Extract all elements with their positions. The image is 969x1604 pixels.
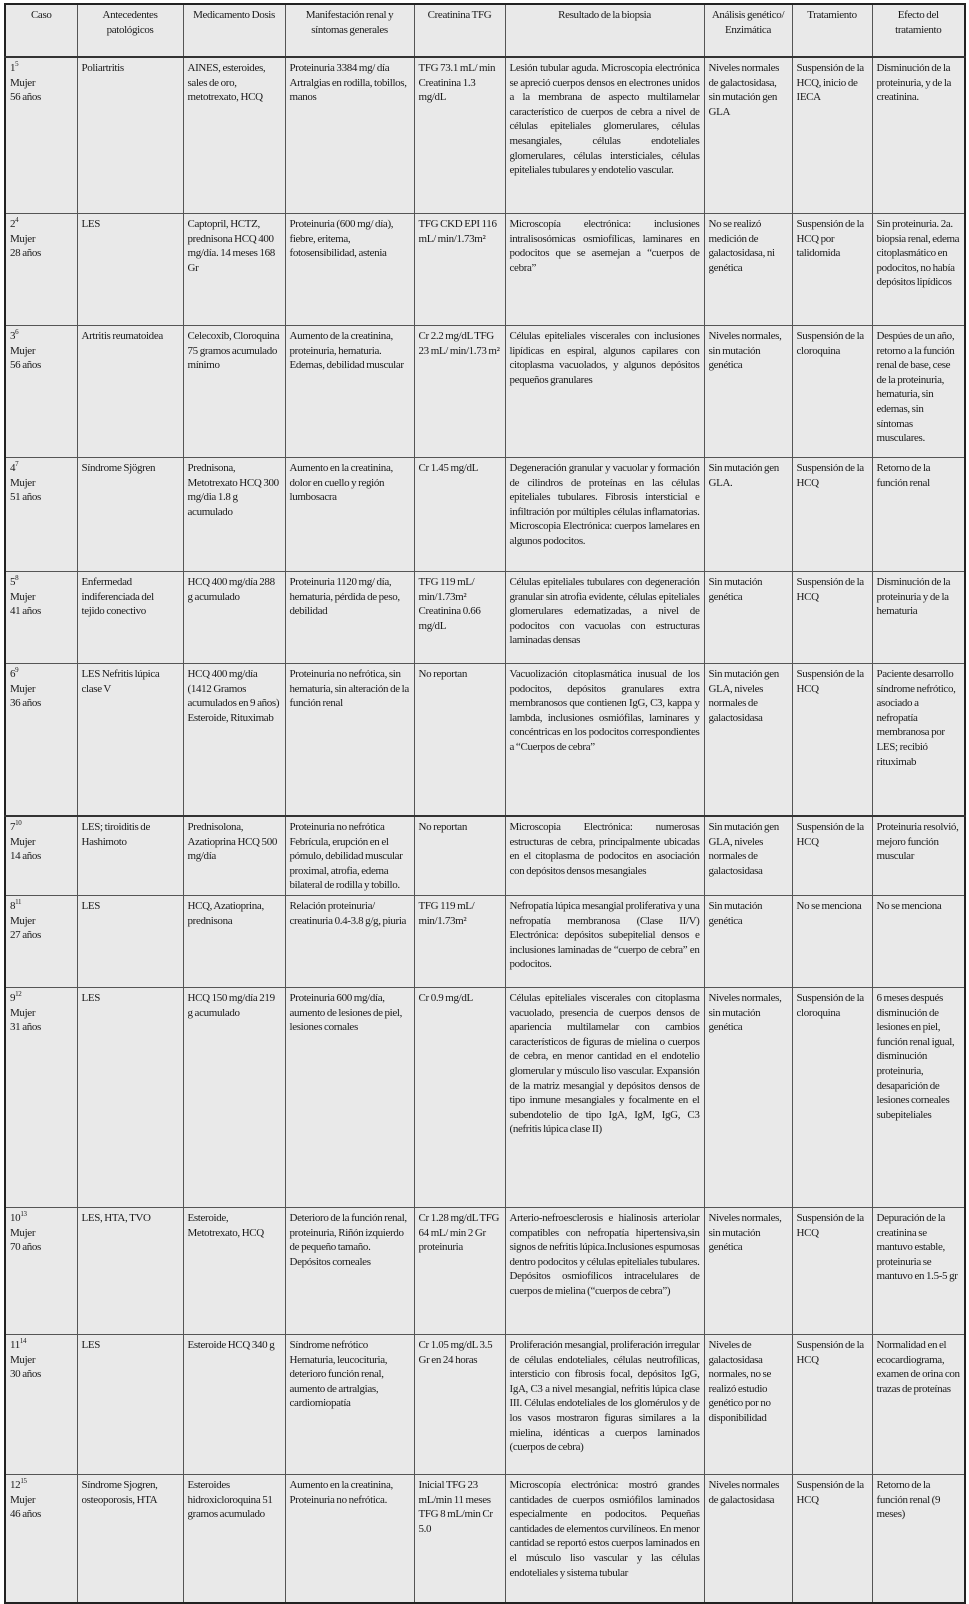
case-rows — [5, 57, 965, 1603]
cell-biopsia: Nefropatía lúpica mesangial proliferativa y una nefropatía membranosa (Clase II/V) Electrónica: depósitos subepitelial densos e inclusiones laminadas de “cuerpo de cebra” en podocitos. — [505, 895, 704, 987]
cell-medicamento: Esteroide HCQ 340 g — [183, 1334, 285, 1474]
header-caso: Caso — [5, 4, 77, 57]
cell-antecedentes: Síndrome Sjögren — [77, 458, 183, 572]
case-reference: 15 — [20, 1476, 27, 1485]
case-number: 10 — [10, 1211, 21, 1224]
case-age: 28 años — [10, 247, 41, 260]
cell-creatinina: TFG 119 mL/ min/1.73m² — [414, 895, 505, 987]
table-row — [5, 664, 965, 817]
header-medicamento: Medicamento Dosis — [183, 4, 285, 57]
case-sex: Mujer — [10, 1493, 36, 1506]
case-age: 27 años — [10, 929, 41, 942]
case-age: 36 años — [10, 697, 41, 710]
cell-medicamento: Esteroides hidroxicloroquina 51 gramos acumulado — [183, 1474, 285, 1603]
table-row — [5, 458, 965, 572]
case-reference: 11 — [15, 897, 22, 906]
cell-efecto: Depuración de la creatinina se mantuvo estable, proteinuria se mantuvo en 1.5-5 gr — [872, 1207, 965, 1334]
cell-efecto: Despúes de un año, retorno a la función renal de base, cese de la proteinuria, hematuria, sin edemas, sin síntomas musculares. — [872, 326, 965, 458]
cell-tratamiento: Suspensión de la HCQ — [792, 1334, 872, 1474]
case-sex: Mujer — [10, 682, 36, 695]
cell-manifestacion: Proteinuria no nefrótica, sin hematuria, sin alteración de la función renal — [285, 664, 414, 817]
cell-biopsia: Células epiteliales viscerales con inclusiones lipídicas en espiral, algunos capilares con citoplasma vacuolados, y algunos depósitos pequeños granulares — [505, 326, 704, 458]
cell-creatinina: Cr 0.9 mg/dL — [414, 987, 505, 1207]
case-reference: 8 — [15, 574, 19, 582]
cell-medicamento: Prednisona, Metotrexato HCQ 300 mg/dia 1.8 g acumulado — [183, 458, 285, 572]
cell-tratamiento: Suspensión de la HCQ por talidomida — [792, 214, 872, 326]
cell-creatinina: TFG 73.1 mL/ min Creatinina 1.3 mg/dL — [414, 57, 505, 214]
case-number: 6 — [10, 668, 16, 680]
cell-creatinina: TFG CKD EPI 116 mL/ min/1.73m² — [414, 214, 505, 326]
cell-antecedentes: Artritis reumatoidea — [77, 326, 183, 458]
cell-biopsia: Vacuolización citoplasmática inusual de los podocitos, depósitos granulares extra membranosos que contienen IgG, C3, kappa y lambda, inclusiones osmiófilas, laminares y concéntricas en los podocitos correspondientes a “Cuerpos de cebra” — [505, 664, 704, 817]
cell-biopsia: Células epiteliales tubulares con degeneración granular sin atrofia evidente, células epiteliales glomerulares edematizadas, a nivel de podocitos con vacuolas con estructuras laminadas densas — [505, 572, 704, 664]
cell-caso — [5, 1474, 77, 1603]
case-sex: Mujer — [10, 914, 36, 927]
header-antecedentes: Antecedentes patológicos — [77, 4, 183, 57]
case-age: 56 años — [10, 91, 41, 104]
cell-biopsia: Arterio-nefroesclerosis e hialinosis arteriolar compatibles con nefropatía hipertensiva,sin signos de nefritis lúpica.Inclusiones espumosas dentro podocitos y células epiteliales tubulares. Depósitos osmiofílicos intracelulares de cuerpos de mielina (“cuerpos de cebra”) — [505, 1207, 704, 1334]
cell-tratamiento: Suspensión de la HCQ — [792, 816, 872, 895]
case-reference: 5 — [15, 60, 19, 68]
cell-manifestacion: Aumento en la creatinina, Proteinuria no nefrótica. — [285, 1474, 414, 1603]
header-biopsia: Resultado de la biopsia — [505, 4, 704, 57]
table-row — [5, 214, 965, 326]
cell-tratamiento: Suspensión de la HCQ, inicio de IECA — [792, 57, 872, 214]
cell-efecto: Sin proteinuria. 2a. biopsia renal, edema citoplasmático en podocitos, no había depósitos lipídicos — [872, 214, 965, 326]
table-row — [5, 987, 965, 1207]
cell-caso — [5, 57, 77, 214]
case-number: 5 — [10, 576, 16, 588]
table-row — [5, 895, 965, 987]
cell-genetico: Niveles de galactosidasa normales, no se realizó estudio genético por no disponibilidad — [704, 1334, 792, 1474]
header-tratamiento: Tratamiento — [792, 4, 872, 57]
cell-biopsia: Microscopía electrónica: mostró grandes cantidades de cuerpos osmiófilos laminados especialmente en podocitos. Pequeñas cantidades de elementos curvilíneos. En menor cantidad se reportó estos cuerpos laminados en el músculo liso vascular y las células endoteliales y sistema tubular — [505, 1474, 704, 1603]
case-sex: Mujer — [10, 1353, 36, 1366]
cell-manifestacion: Aumento de la creatinina, proteinuria, hematuria. Edemas, debilidad muscular — [285, 326, 414, 458]
case-age: 30 años — [10, 1368, 41, 1381]
header-genetico: Análisis genético/ Enzimática — [704, 4, 792, 57]
case-reference: 12 — [15, 989, 22, 998]
cell-creatinina: Cr 1.28 mg/dL TFG 64 mL/ min 2 Gr proteinuria — [414, 1207, 505, 1334]
cell-manifestacion: Proteinuria (600 mg/ día), fiebre, eritema, fotosensibilidad, astenia — [285, 214, 414, 326]
cell-genetico: Niveles normales, sin mutación genética — [704, 987, 792, 1207]
case-age: 41 años — [10, 605, 41, 618]
cell-biopsia: Lesión tubular aguda. Microscopia electrónica se apreció cuerpos densos en electrones unidos a la membrana de aspecto multilamelar característico de cuerpos de cebra a nivel de células epiteliales glomerulares, células mesangiales, células endoteliales glomerulares, células intersticiales, células epiteliales tubulares y endotelio vascular. — [505, 57, 704, 214]
cell-genetico: Niveles normales, sin mutación genética — [704, 326, 792, 458]
cell-genetico: Sin mutación gen GLA. — [704, 458, 792, 572]
cell-medicamento: Celecoxib, Cloroquina 75 gramos acumulado mínimo — [183, 326, 285, 458]
cell-medicamento: HCQ 400 mg/día (1412 Gramos acumulados en 9 años) Esteroide, Rituximab — [183, 664, 285, 817]
case-number: 2 — [10, 218, 16, 230]
cell-manifestacion: Relación proteinuria/ creatinuria 0.4-3.8 g/g, piuria — [285, 895, 414, 987]
cell-biopsia: Microscopía electrónica: inclusiones intralisosómicas osmiofílicas, laminares en podocitos que se asemejan a “cuerpos de cebra” — [505, 214, 704, 326]
case-number: 4 — [10, 462, 16, 474]
cell-tratamiento: Suspensión de la HCQ — [792, 664, 872, 817]
cell-antecedentes: LES; tiroiditis de Hashimoto — [77, 816, 183, 895]
cell-biopsia: Células epiteliales viscerales con citoplasma vacuolado, presencia de cuerpos densos de apariencia multilamelar con cambios característicos de figuras de mielina o cuerpos de cebra, en menor cantidad en el endotelio glomerular y músculo liso vascular. Expansión de la matriz mesangial y depósitos densos de tipo inmune mesangiales y focalmente en el subendotelio de tipo IgA, IgM, IgG, C3 (nefritis lúpica clase II) — [505, 987, 704, 1207]
cell-medicamento: Captopril, HCTZ, prednisona HCQ 400 mg/día. 14 meses 168 Gr — [183, 214, 285, 326]
cell-biopsia: Degeneración granular y vacuolar y formación de cilindros de proteínas en las células epiteliales tubulares. Fibrosis intersticial e infiltración por múltiples células inflamatorias. Microscopia Electrónica: cuerpos lamelares en algunos podocitos. — [505, 458, 704, 572]
cell-creatinina: Inicial TFG 23 mL/min 11 meses TFG 8 mL/min Cr 5.0 — [414, 1474, 505, 1603]
cell-tratamiento: Suspensión de la cloroquina — [792, 987, 872, 1207]
cell-manifestacion: Deterioro de la función renal, proteinuria, Riñón izquierdo de pequeño tamaño. Depósitos corneales — [285, 1207, 414, 1334]
case-age: 46 años — [10, 1508, 41, 1521]
cell-caso — [5, 572, 77, 664]
case-sex: Mujer — [10, 476, 36, 489]
cell-efecto: Retorno de la función renal (9 meses) — [872, 1474, 965, 1603]
case-age: 14 años — [10, 850, 41, 863]
cell-creatinina: Cr 1.05 mg/dL 3.5 Gr en 24 horas — [414, 1334, 505, 1474]
cell-caso — [5, 326, 77, 458]
cell-caso — [5, 816, 77, 895]
cell-manifestacion: Proteinuria 600 mg/día, aumento de lesiones de piel, lesiones cornales — [285, 987, 414, 1207]
cell-creatinina: No reportan — [414, 816, 505, 895]
header-manifestacion: Manifestación renal y síntomas generales — [285, 4, 414, 57]
cell-antecedentes: LES — [77, 895, 183, 987]
cell-tratamiento: Suspensión de la cloroquina — [792, 326, 872, 458]
header-row — [5, 4, 965, 57]
document-page — [4, 3, 964, 1604]
cell-antecedentes: Síndrome Sjogren, osteoporosis, HTA — [77, 1474, 183, 1603]
table-row — [5, 1474, 965, 1603]
case-reference: 14 — [19, 1336, 27, 1345]
case-age: 31 años — [10, 1021, 41, 1034]
cell-medicamento: AINES, esteroides, sales de oro, metotrexato, HCQ — [183, 57, 285, 214]
table-row — [5, 57, 965, 214]
cell-tratamiento: No se menciona — [792, 895, 872, 987]
case-age: 70 años — [10, 1241, 41, 1254]
cell-manifestacion: Proteinuria 1120 mg/ día, hematuria, pérdida de peso, debilidad — [285, 572, 414, 664]
cell-antecedentes: LES — [77, 987, 183, 1207]
cell-efecto: Retorno de la función renal — [872, 458, 965, 572]
cell-efecto: Disminución de la proteinuria, y de la creatinina. — [872, 57, 965, 214]
case-reference: 7 — [15, 460, 19, 468]
cell-genetico: Sin mutación genética — [704, 572, 792, 664]
cell-genetico: Niveles normales, sin mutación genética — [704, 1207, 792, 1334]
cell-efecto: 6 meses después disminución de lesiones en piel, función renal igual, disminución proteinuria, desaparición de lesiones corneales subepiteliales — [872, 987, 965, 1207]
cell-efecto: No se menciona — [872, 895, 965, 987]
cell-manifestacion: Proteinuria 3384 mg/ día Artralgias en rodilla, tobillos, manos — [285, 57, 414, 214]
case-sex: Mujer — [10, 232, 36, 245]
cell-medicamento: Esteroide, Metotrexato, HCQ — [183, 1207, 285, 1334]
cell-creatinina: TFG 119 mL/ min/1.73m² Creatinina 0.66 mg/dL — [414, 572, 505, 664]
case-number: 8 — [10, 899, 16, 912]
case-number: 12 — [10, 1478, 21, 1491]
cell-biopsia: Proliferación mesangial, proliferación irregular de células endoteliales, células neutrofílicas, intersticio con fibrosis focal, depósitos IgG, IgA, C3 a nivel mesangial, nefritis lúpica clase III. Células endoteliales de los glomérulos y de los vasos mostraron figuras similares a la mielina, idénticas a cuerpos laminados (cuerpos de cebra) — [505, 1334, 704, 1474]
cell-caso — [5, 895, 77, 987]
cell-genetico: Niveles normales de galactosidasa — [704, 1474, 792, 1603]
cell-creatinina: No reportan — [414, 664, 505, 817]
cell-medicamento: HCQ, Azatioprina, prednisona — [183, 895, 285, 987]
cell-antecedentes: LES — [77, 1334, 183, 1474]
cell-antecedentes: LES Nefritis lúpica clase V — [77, 664, 183, 817]
cell-manifestacion: Síndrome nefrótico Hematuria, leucocituria, deterioro función renal, aumento de artralgias, cardiomiopatía — [285, 1334, 414, 1474]
cell-creatinina: Cr 1.45 mg/dL — [414, 458, 505, 572]
case-sex: Mujer — [10, 590, 36, 603]
case-number: 3 — [10, 330, 16, 342]
case-sex: Mujer — [10, 76, 36, 89]
cell-caso — [5, 1334, 77, 1474]
cell-genetico: Sin mutación gen GLA, niveles normales de galactosidasa — [704, 664, 792, 817]
cell-genetico: Sin mutación genética — [704, 895, 792, 987]
cell-tratamiento: Suspensión de la HCQ — [792, 458, 872, 572]
cell-medicamento: HCQ 150 mg/día 219 g acumulado — [183, 987, 285, 1207]
cell-manifestacion: Aumento en la creatinina, dolor en cuello y región lumbosacra — [285, 458, 414, 572]
cell-antecedentes: Poliartritis — [77, 57, 183, 214]
case-age: 56 años — [10, 359, 41, 372]
cell-tratamiento: Suspensión de la HCQ — [792, 1207, 872, 1334]
table-row — [5, 816, 965, 895]
case-number: 7 — [10, 821, 16, 833]
cell-caso — [5, 458, 77, 572]
cell-medicamento: Prednisolona, Azatioprina HCQ 500 mg/día — [183, 816, 285, 895]
cell-genetico: No se realizó medición de galactosidasa, ni genética — [704, 214, 792, 326]
cell-caso — [5, 1207, 77, 1334]
table-row — [5, 572, 965, 664]
case-number: 9 — [10, 991, 16, 1004]
case-reference: 10 — [15, 819, 22, 827]
cell-efecto: Normalidad en el ecocardiograma, examen de orina con trazas de proteínas — [872, 1334, 965, 1474]
cell-manifestacion: Proteinuria no nefrótica Febrícula, erupción en el pómulo, debilidad muscular proximal, atrofia, edema bilateral de rodilla y tobillo. — [285, 816, 414, 895]
header-efecto: Efecto del tratamiento — [872, 4, 965, 57]
header-creatinina: Creatinina TFG — [414, 4, 505, 57]
cell-caso — [5, 987, 77, 1207]
cell-antecedentes: LES, HTA, TVO — [77, 1207, 183, 1334]
cell-genetico: Sin mutación gen GLA, niveles normales de galactosidasa — [704, 816, 792, 895]
table-row — [5, 1207, 965, 1334]
cell-tratamiento: Suspensión de la HCQ — [792, 572, 872, 664]
case-reference: 4 — [15, 216, 19, 224]
case-reference: 6 — [15, 328, 19, 336]
cell-antecedentes: Enfermedad indiferenciada del tejido conectivo — [77, 572, 183, 664]
cell-efecto: Disminución de la proteinuria y de la hematuria — [872, 572, 965, 664]
cell-tratamiento: Suspensión de la HCQ — [792, 1474, 872, 1603]
case-age: 51 años — [10, 491, 41, 504]
table-row — [5, 326, 965, 458]
cell-medicamento: HCQ 400 mg/día 288 g acumulado — [183, 572, 285, 664]
case-sex: Mujer — [10, 1226, 36, 1239]
cell-efecto: Paciente desarrollo síndrome nefrótico, asociado a nefropatía membranosa por LES; recibió rituximab — [872, 664, 965, 817]
cell-caso — [5, 664, 77, 817]
cell-caso — [5, 214, 77, 326]
cell-genetico: Niveles normales de galactosidasa, sin mutación gen GLA — [704, 57, 792, 214]
case-number: 11 — [10, 1338, 20, 1351]
case-reference: 9 — [15, 666, 19, 674]
cell-efecto: Proteinuria resolvió, mejoro función muscular — [872, 816, 965, 895]
cell-biopsia: Microscopia Electrónica: numerosas estructuras de cebra, principalmente ubicadas en el citoplasma de podocitos en asociación con depósitos densos mesangiales — [505, 816, 704, 895]
table-row — [5, 1334, 965, 1474]
case-reference: 13 — [20, 1209, 27, 1218]
cell-creatinina: Cr 2.2 mg/dL TFG 23 mL/ min/1.73 m² — [414, 326, 505, 458]
case-sex: Mujer — [10, 1006, 36, 1019]
case-number: 1 — [10, 62, 16, 74]
case-sex: Mujer — [10, 344, 36, 357]
case-sex: Mujer — [10, 835, 36, 848]
cell-antecedentes: LES — [77, 214, 183, 326]
case-table — [4, 3, 966, 1604]
